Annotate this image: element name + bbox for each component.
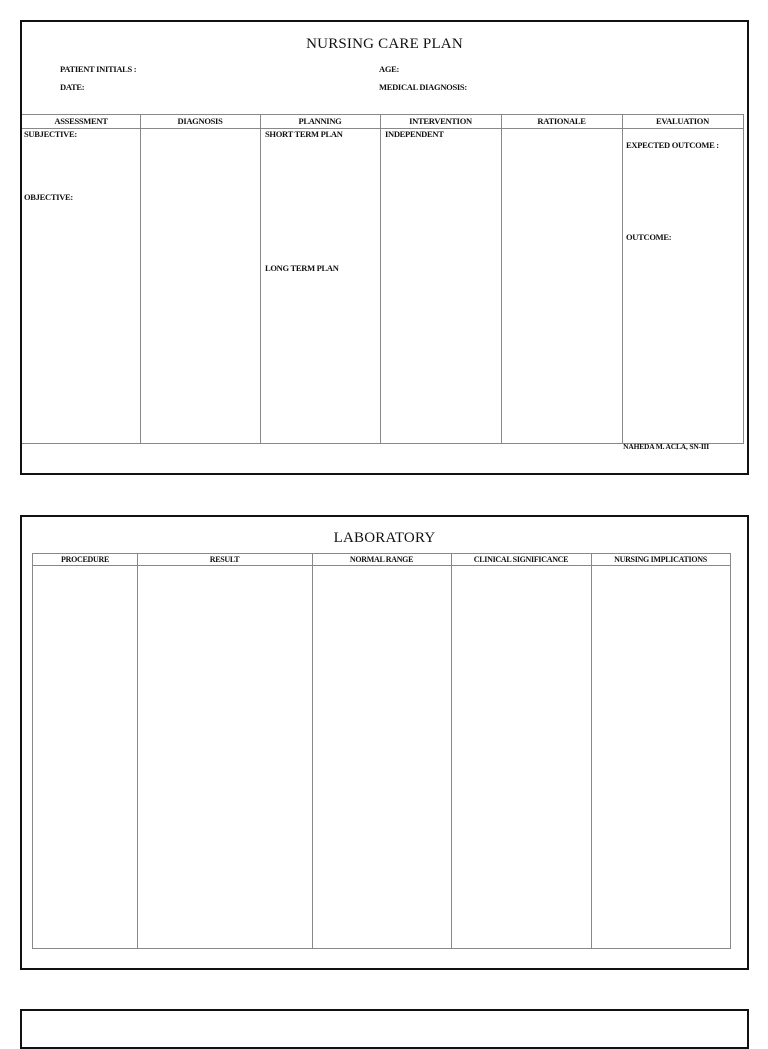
column-divider: [140, 115, 141, 443]
column-header-diagnosis: DIAGNOSIS: [177, 116, 223, 126]
column-divider: [591, 554, 592, 948]
column-header-intervention: INTERVENTION: [409, 116, 472, 126]
column-divider: [260, 115, 261, 443]
column-divider: [380, 115, 381, 443]
column-header-normal-range: NORMAL RANGE: [349, 555, 414, 564]
column-divider: [312, 554, 313, 948]
column-divider: [501, 115, 502, 443]
column-header-assessment: ASSESSMENT: [54, 116, 108, 126]
subjective-label: SUBJECTIVE:: [24, 129, 77, 139]
long-term-plan-label: LONG TERM PLAN: [265, 263, 339, 273]
column-header-nursing-implications: NURSING IMPLICATIONS: [614, 555, 707, 564]
column-divider: [137, 554, 138, 948]
medical-diagnosis-label: MEDICAL DIAGNOSIS:: [379, 82, 467, 92]
column-header-result: RESULT: [209, 555, 240, 564]
laboratory-sheet: [20, 515, 749, 970]
column-header-evaluation: EVALUATION: [656, 116, 709, 126]
age-label: AGE:: [379, 64, 400, 74]
column-header-clinical-significance: CLINICAL SIGNIFICANCE: [473, 555, 569, 564]
outcome-label: OUTCOME:: [626, 232, 672, 242]
care-plan-header-row: [22, 115, 743, 129]
column-divider: [451, 554, 452, 948]
laboratory-title: LABORATORY: [333, 530, 436, 546]
laboratory-table: [32, 553, 731, 949]
care-plan-table: [22, 114, 744, 444]
column-divider: [622, 115, 623, 443]
next-sheet-edge: [20, 1009, 749, 1049]
column-header-planning: PLANNING: [298, 116, 342, 126]
short-term-plan-label: SHORT TERM PLAN: [265, 129, 343, 139]
patient-initials-label: PATIENT INITIALS :: [60, 64, 137, 74]
care-plan-title: NURSING CARE PLAN: [306, 36, 463, 52]
author-signature-text: NAHEDA M. ACLA, SN-III: [623, 442, 709, 451]
date-label: DATE:: [60, 82, 85, 92]
expected-outcome-label: EXPECTED OUTCOME :: [626, 140, 719, 150]
objective-label: OBJECTIVE:: [24, 192, 73, 202]
column-header-rationale: RATIONALE: [537, 116, 586, 126]
independent-label: INDEPENDENT: [385, 129, 444, 139]
column-header-procedure: PROCEDURE: [61, 555, 109, 564]
nursing-care-plan-sheet: [20, 20, 749, 475]
